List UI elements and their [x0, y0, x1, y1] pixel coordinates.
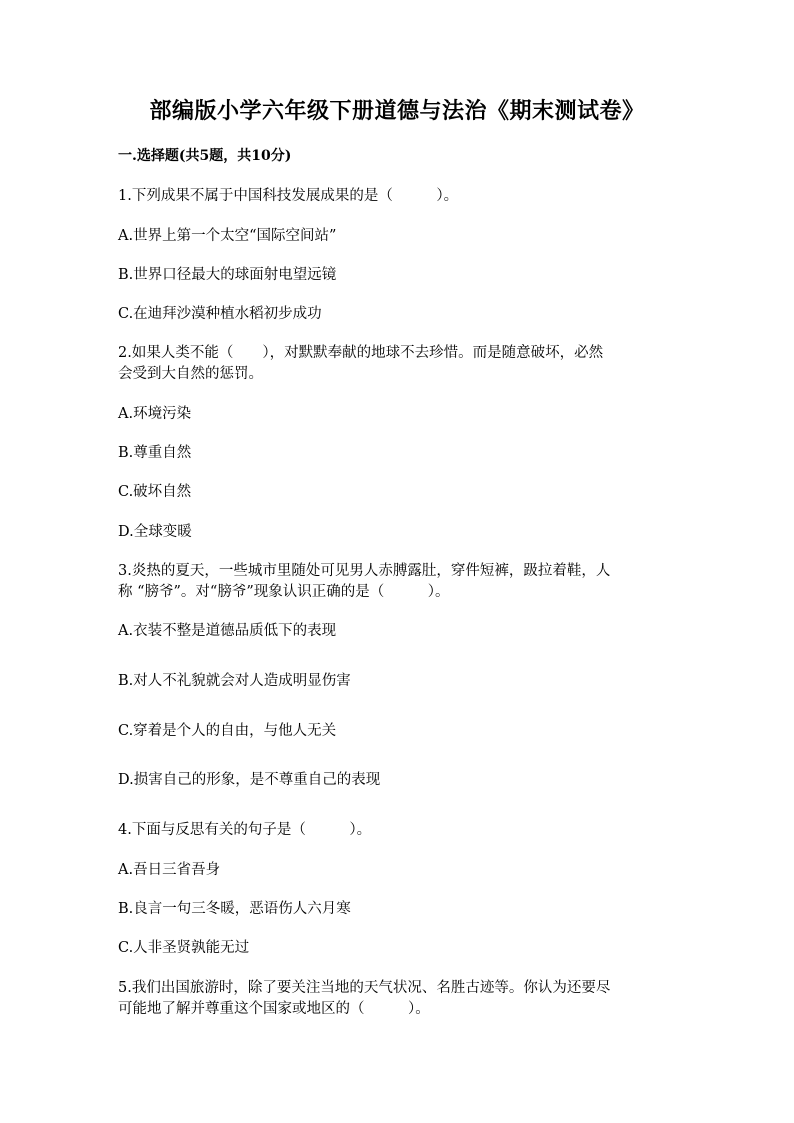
question-2-stem-line-1: 2.如果人类不能（ ），对默默奉献的地球不去珍惜。而是随意破坏，必然: [118, 345, 604, 361]
question-5-stem-line-1: 5.我们出国旅游时，除了要关注当地的天气状况、名胜古迹等。你认为还要尽: [118, 980, 611, 996]
question-3-stem-line-2: 称 “膀爷”。对“膀爷”现象认识正确的是（ ）。: [118, 584, 450, 600]
question-2-stem-line-2: 会受到大自然的惩罚。: [118, 366, 263, 382]
question-3-option-b[interactable]: B.对人不礼貌就会对人造成明显伤害: [118, 673, 351, 689]
question-4-option-b[interactable]: B.良言一句三冬暖，恶语伤人六月寒: [118, 901, 351, 917]
question-3-stem-line-1: 3.炎热的夏天，一些城市里随处可见男人赤膊露肚，穿件短裤，趿拉着鞋，人: [118, 563, 611, 579]
question-2-option-d[interactable]: D.全球变暖: [118, 524, 192, 540]
question-1-option-b[interactable]: B.世界口径最大的球面射电望远镜: [118, 267, 337, 283]
question-3-option-c[interactable]: C.穿着是个人的自由，与他人无关: [118, 723, 337, 739]
question-1-option-a[interactable]: A.世界上第一个太空“国际空间站”: [118, 228, 337, 244]
question-2-option-a[interactable]: A.环境污染: [118, 406, 192, 422]
question-1-option-c[interactable]: C.在迪拜沙漠种植水稻初步成功: [118, 306, 322, 322]
page-title: 部编版小学六年级下册道德与法治《期末测试卷》: [149, 98, 645, 124]
section-heading: 一.选择题(共5题，共10分): [118, 148, 292, 164]
question-4-option-c[interactable]: C.人非圣贤孰能无过: [118, 940, 250, 956]
question-2-option-c[interactable]: C.破坏自然: [118, 484, 192, 500]
question-3-option-a[interactable]: A.衣装不整是道德品质低下的表现: [118, 623, 337, 639]
question-1-stem: 1.下列成果不属于中国科技发展成果的是（ ）。: [118, 188, 459, 204]
question-3-option-d[interactable]: D.损害自己的形象，是不尊重自己的表现: [118, 772, 381, 788]
question-5-stem-line-2: 可能地了解并尊重这个国家或地区的（ ）。: [118, 1001, 430, 1017]
question-4-option-a[interactable]: A.吾日三省吾身: [118, 862, 221, 878]
question-4-stem: 4.下面与反思有关的句子是（ ）。: [118, 822, 372, 838]
question-2-option-b[interactable]: B.尊重自然: [118, 445, 192, 461]
